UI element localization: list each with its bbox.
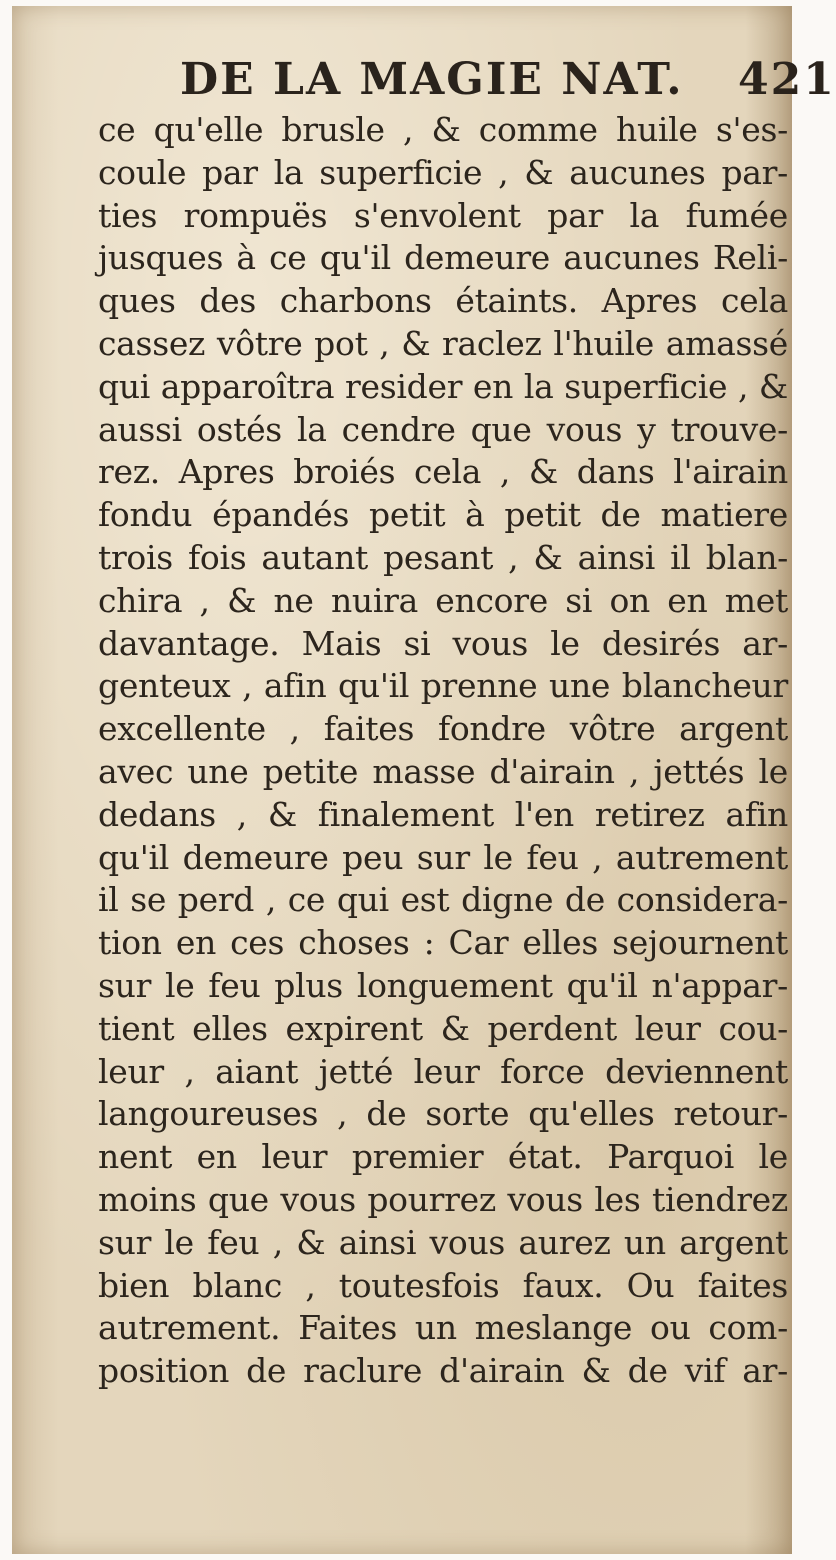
text-line: sur le feu plus longuement qu'il n'appar-	[98, 965, 788, 1005]
text-line: tient elles expirent & perdent leur cou-	[98, 1008, 788, 1048]
text-line: ties rompuës s'envolent par la fumée	[98, 195, 788, 235]
text-line: bien blanc , toutesfois faux. Ou faites	[98, 1265, 788, 1305]
page-header	[92, 54, 836, 114]
text-line: avec une petite masse d'airain , jettés le	[98, 751, 788, 791]
text-line: davantage. Mais si vous le desirés ar-	[98, 623, 788, 663]
page-number: 421	[738, 54, 836, 105]
text-line: cassez vôtre pot , & raclez l'huile amassé	[98, 323, 788, 363]
text-line: nent en leur premier état. Parquoi le	[98, 1137, 788, 1177]
text-line: position de raclure d'airain & de vif ar-	[98, 1351, 788, 1391]
text-line: autrement. Faites un meslange ou com-	[98, 1308, 788, 1348]
text-line: fondu épandés petit à petit de matiere	[98, 495, 788, 535]
text-line: ques des charbons étaints. Apres cela	[98, 281, 788, 321]
text-line: sur le feu , & ainsi vous aurez un argent	[98, 1222, 788, 1262]
running-title: DE LA MAGIE NAT.	[180, 54, 684, 105]
text-line: qu'il demeure peu sur le feu , autrement	[98, 837, 788, 877]
book-page	[12, 6, 836, 1554]
body-text	[98, 109, 788, 1393]
text-line: qui apparoîtra resider en la superficie , &	[98, 366, 788, 406]
text-line: rez. Apres broiés cela , & dans l'airain	[98, 452, 788, 492]
text-line: il se perd , ce qui est digne de considera-	[98, 880, 788, 920]
text-line: tion en ces choses : Car elles sejournent	[98, 923, 788, 963]
text-line: langoureuses , de sorte qu'elles retour-	[98, 1094, 788, 1134]
text-line: moins que vous pourrez vous les tiendrez	[98, 1179, 788, 1219]
text-line: leur , aiant jetté leur force deviennent	[98, 1051, 788, 1091]
text-line: genteux , afin qu'il prenne une blancheur	[98, 666, 788, 706]
text-line: excellente , faites fondre vôtre argent	[98, 709, 788, 749]
text-line: jusques à ce qu'il demeure aucunes Reli-	[98, 238, 788, 278]
text-line: chira , & ne nuira encore si on en met	[98, 580, 788, 620]
text-line: dedans , & finalement l'en retirez afin	[98, 794, 788, 834]
text-line: ce qu'elle brusle , & comme huile s'es-	[98, 110, 788, 149]
text-line: trois fois autant pesant , & ainsi il blan-	[98, 537, 788, 577]
text-line: coule par la superficie , & aucunes par-	[98, 152, 788, 192]
text-line: aussi ostés la cendre que vous y trouve-	[98, 409, 788, 449]
